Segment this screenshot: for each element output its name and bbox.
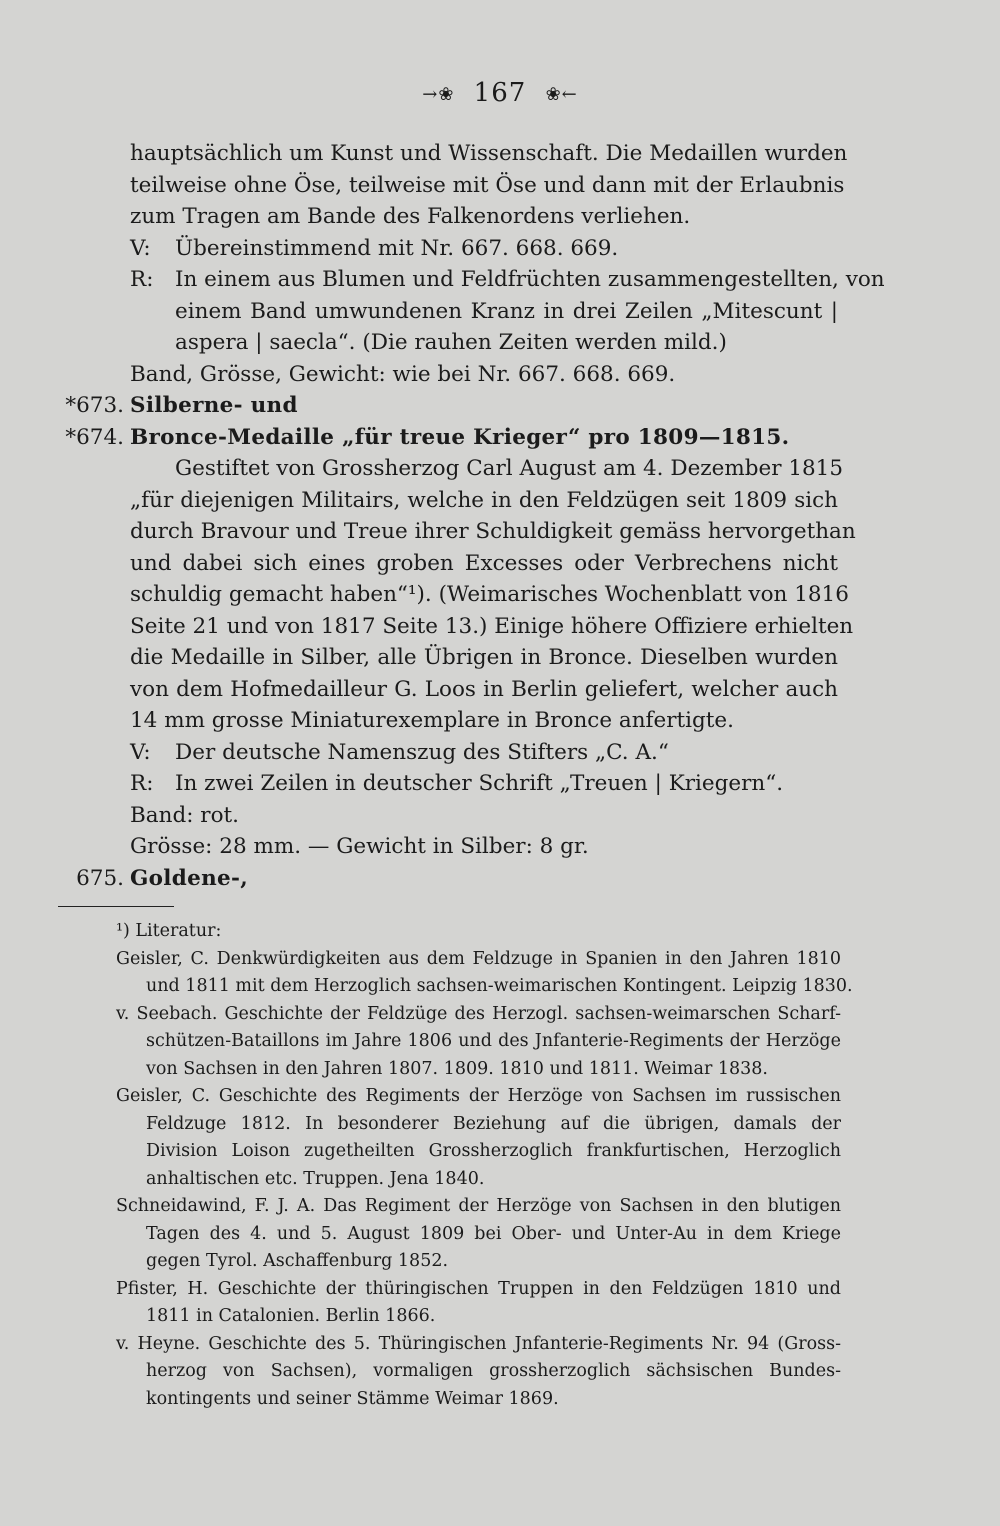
main-text: [0, 138, 1000, 894]
line-text: 14 mm grosse Miniaturexemplare in Bronce anfertigte.: [130, 708, 734, 733]
footnote-text: gegen Tyrol. Aschaffenburg 1852.: [146, 1251, 449, 1271]
text-line: [0, 233, 1000, 265]
line-text: Band: rot.: [130, 802, 240, 828]
line-text: In zwei Zeilen in deutscher Schrift „Treuen | Kriegern“.: [175, 771, 784, 796]
footnote-line: [0, 1358, 1000, 1386]
line-text: Gestiftet von Grossherzog Carl August am 4. Dezember 1815: [175, 456, 844, 481]
footnote-line: [0, 918, 1000, 946]
footnote-text: anhaltischen etc. Truppen. Jena 1840.: [146, 1168, 485, 1189]
page-number-header: [0, 78, 1000, 108]
footnote-text: von Sachsen in den Jahren 1807. 1809. 1810 und 1811. Weimar 1838.: [146, 1058, 768, 1079]
footnote-text: Pfister, H. Geschichte der thüringischen Truppen in den Feldzügen 1810 und: [116, 1278, 841, 1299]
line-text: Seite 21 und von 1817 Seite 13.) Einige höhere Offiziere erhielten: [130, 613, 854, 639]
footnote-text: Geisler, C. Geschichte des Regiments der Herzöge von Sachsen im russischen: [116, 1086, 841, 1106]
footnote-text: Feldzuge 1812. In besonderer Beziehung auf die übrigen, damals der: [146, 1113, 841, 1134]
footnote-text: v. Seebach. Geschichte der Feldzüge des Herzogl. sachsen-weimarschen Scharf-: [116, 1003, 841, 1024]
footnote-line: [0, 1276, 1000, 1304]
page-number: 167: [473, 78, 527, 108]
text-line: [0, 359, 1000, 391]
right-ornament-icon: ❀←: [545, 83, 578, 105]
text-line: [0, 863, 1000, 895]
text-line: [0, 296, 1000, 328]
footnote-line: [0, 1166, 1000, 1194]
footnote-text: Division Loison zugetheilten Grossherzoglich frankfurtischen, Herzoglich: [146, 1141, 841, 1161]
footnotes: [0, 918, 1000, 1413]
footnote-line: [0, 1386, 1000, 1414]
left-ornament-icon: →❀: [422, 83, 455, 105]
item-heading: [130, 863, 248, 895]
footnote-line: [0, 1056, 1000, 1084]
line-text: Band, Grösse, Gewicht: wie bei Nr. 667. 668. 669.: [130, 361, 676, 387]
line-text: In einem aus Blumen und Feldfrüchten zusammengestellten, von: [175, 267, 885, 292]
text-line: [0, 579, 1000, 611]
text-line: [0, 705, 1000, 737]
line-text: aspera | saecla“. (Die rauhen Zeiten werden mild.): [175, 330, 727, 355]
item-heading-text: Silberne- und: [130, 393, 298, 418]
line-text: teilweise ohne Öse, teilweise mit Öse und dann mit der Erlaubnis: [130, 172, 845, 198]
text-line: [0, 737, 1000, 769]
footnote-line: [0, 1001, 1000, 1029]
footnote-text: Geisler, C. Denkwürdigkeiten aus dem Feldzuge in Spanien in den Jahren 1810: [116, 948, 841, 969]
text-line: [0, 170, 1000, 202]
side-label: R:: [130, 267, 154, 292]
item-heading: [130, 422, 789, 454]
text-line: [0, 831, 1000, 863]
side-label: R:: [130, 771, 154, 796]
side-label: V:: [130, 235, 151, 261]
footnote-line: [0, 1083, 1000, 1111]
line-text: durch Bravour und Treue ihrer Schuldigkeit gemäss hervorgethan: [130, 519, 856, 544]
text-line: [0, 327, 1000, 359]
line-text: Grösse: 28 mm. — Gewicht in Silber: 8 gr.: [130, 834, 589, 859]
text-line: [0, 642, 1000, 674]
line-text: Übereinstimmend mit Nr. 667. 668. 669.: [175, 235, 619, 261]
footnote-text: 1811 in Catalonien. Berlin 1866.: [146, 1306, 436, 1326]
footnote-line: [0, 973, 1000, 1001]
item-heading: [130, 390, 298, 422]
line-text: einem Band umwundenen Kranz in drei Zeilen „Mitescunt |: [175, 298, 838, 324]
line-text: von dem Hofmedailleur G. Loos in Berlin geliefert, welcher auch: [130, 676, 838, 702]
text-line: [0, 674, 1000, 706]
item-number: 675.: [76, 865, 124, 891]
text-line: [0, 201, 1000, 233]
footnote-line: [0, 1303, 1000, 1331]
line-text: zum Tragen am Bande des Falkenordens verliehen.: [130, 204, 691, 229]
footnote-text: kontingents und seiner Stämme Weimar 1869.: [146, 1388, 559, 1409]
text-line: [0, 548, 1000, 580]
footnote-line: [0, 1331, 1000, 1359]
text-line: [0, 422, 1000, 454]
line-text: Der deutsche Namenszug des Stifters „C. A.“: [175, 739, 669, 765]
item-number: *673.: [65, 393, 124, 418]
line-text: hauptsächlich um Kunst und Wissenschaft. Die Medaillen wurden: [130, 141, 848, 166]
footnote-line: [0, 1248, 1000, 1276]
item-number: *674.: [65, 424, 124, 450]
text-line: [0, 800, 1000, 832]
text-line: [0, 453, 1000, 485]
footnote-text: v. Heyne. Geschichte des 5. Thüringischen Jnfanterie-Regiments Nr. 94 (Gross-: [116, 1333, 841, 1354]
footnote-text: Schneidawind, F. J. A. Das Regiment der Herzöge von Sachsen in den blutigen: [116, 1196, 841, 1216]
line-text: die Medaille in Silber, alle Übrigen in Bronce. Dieselben wurden: [130, 645, 838, 670]
footnote-line: [0, 1221, 1000, 1249]
footnote-line: [0, 1193, 1000, 1221]
footnote-line: [0, 1111, 1000, 1139]
text-line: [0, 138, 1000, 170]
footnote-text: herzog von Sachsen), vormaligen grossherzoglich sächsischen Bundes-: [146, 1361, 841, 1381]
footnote-line: [0, 946, 1000, 974]
text-line: [0, 485, 1000, 517]
text-line: [0, 390, 1000, 422]
side-label: V:: [130, 739, 151, 765]
footnote-text: ¹) Literatur:: [116, 921, 222, 941]
footnote-divider: [58, 906, 174, 907]
footnote-line: [0, 1138, 1000, 1166]
footnote-text: Tagen des 4. und 5. August 1809 bei Ober- und Unter-Au in dem Kriege: [146, 1223, 841, 1244]
text-line: [0, 768, 1000, 800]
item-heading-text: Bronce-Medaille „für treue Krieger“ pro 1809—1815.: [130, 424, 790, 450]
text-line: [0, 516, 1000, 548]
footnote-text: schützen-Bataillons im Jahre 1806 und des Jnfanterie-Regiments der Herzöge: [146, 1031, 841, 1051]
item-heading-text: Goldene-,: [130, 865, 248, 891]
footnote-text: und 1811 mit dem Herzoglich sachsen-weimarischen Kontingent. Leipzig 1830.: [146, 976, 853, 996]
line-text: und dabei sich eines groben Excesses oder Verbrechens nicht: [130, 550, 838, 576]
text-line: [0, 264, 1000, 296]
line-text: „für diejenigen Militairs, welche in den Feldzügen seit 1809 sich: [130, 487, 838, 513]
footnote-line: [0, 1028, 1000, 1056]
text-line: [0, 611, 1000, 643]
line-text: schuldig gemacht haben“¹). (Weimarisches Wochenblatt von 1816: [130, 582, 849, 607]
